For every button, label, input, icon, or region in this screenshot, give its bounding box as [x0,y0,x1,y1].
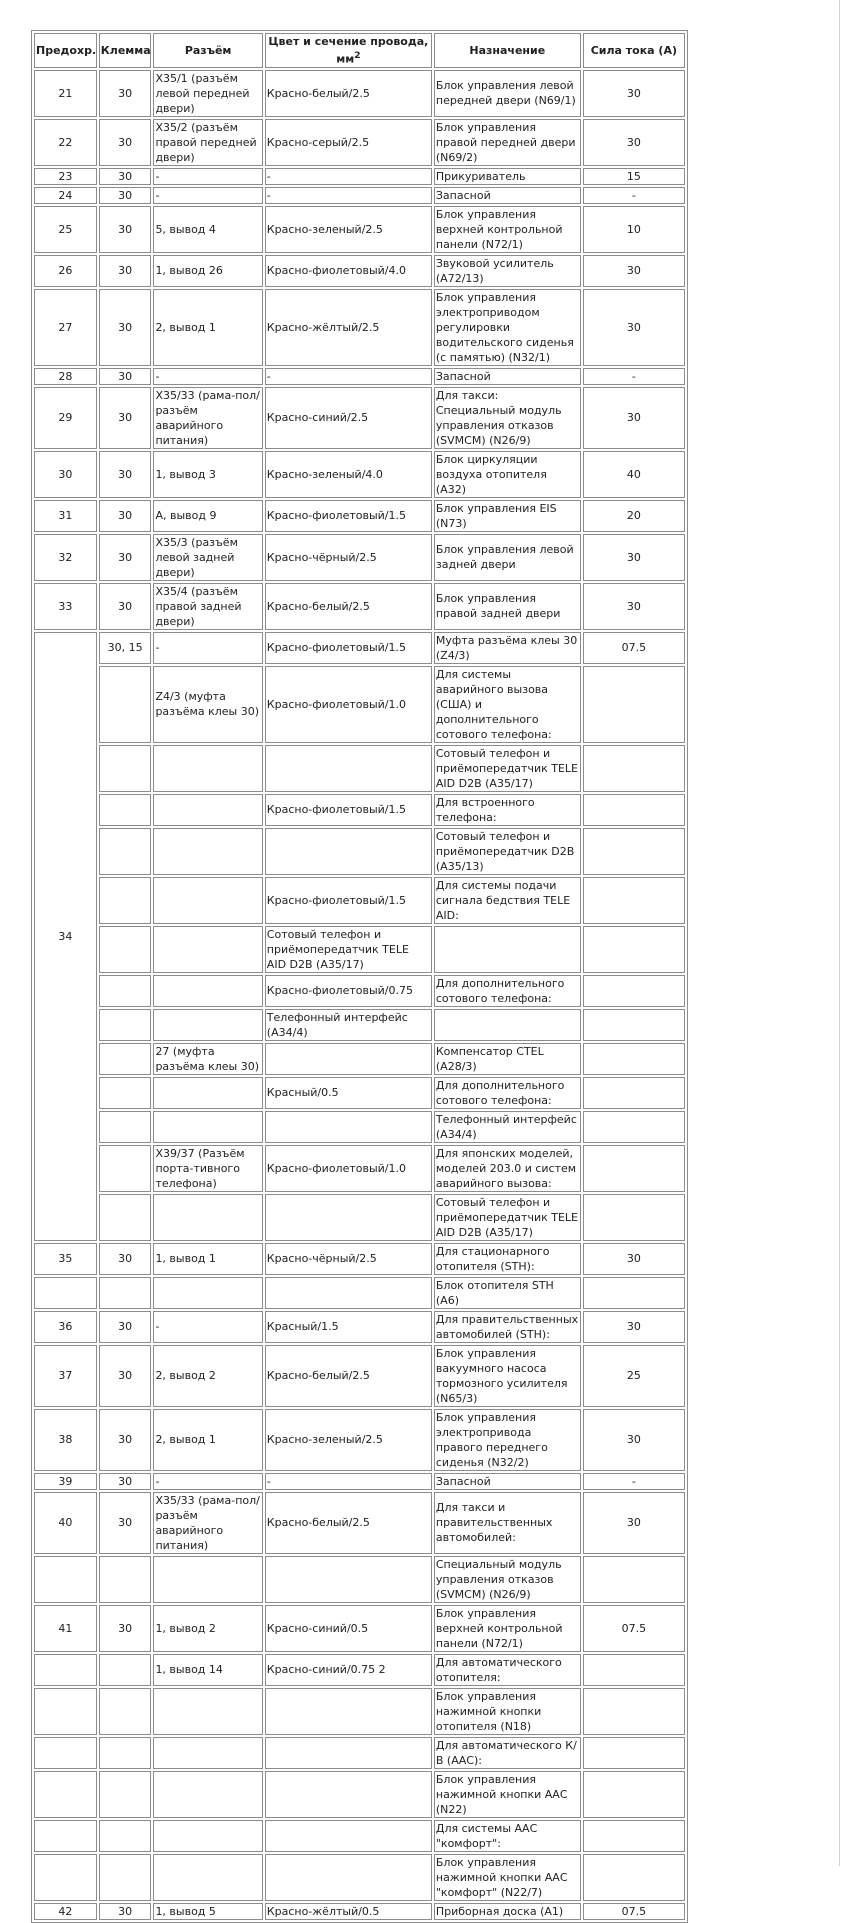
table-row [34,1820,685,1852]
table-body [34,70,685,1920]
cell-connector [153,1556,262,1603]
cell-purpose: Блок управления электроприводом регулировки водительского сиденья (с памятью) (N32/1) [434,289,581,366]
table-row [34,975,685,1007]
cell-purpose: Телефонный интерфейс (А34/4) [434,1111,581,1143]
cell-fuse: 36 [34,1311,97,1343]
cell-purpose: Для автоматического отопителя: [434,1654,581,1686]
cell-connector: 2, вывод 1 [153,289,262,366]
cell-current [583,1854,685,1901]
cell-fuse: 30 [34,451,97,498]
cell-connector: - [153,168,262,185]
cell-wire: Красно-чёрный/2.5 [265,1243,432,1275]
header-terminal: Клемма [99,33,152,68]
table-row [34,387,685,449]
cell-current [583,1043,685,1075]
cell-terminal: 30 [99,70,152,117]
cell-wire [265,1854,432,1901]
table-row [34,1605,685,1652]
cell-connector: X35/33 (рама-пол/ разъём аварийного питания) [153,1492,262,1554]
cell-connector [153,828,262,875]
cell-current: 30 [583,255,685,287]
cell-purpose: Приборная доска (А1) [434,1903,581,1920]
cell-wire [265,1277,432,1309]
cell-current [583,975,685,1007]
cell-purpose: Запасной [434,1473,581,1490]
table-row [34,70,685,117]
cell-purpose: Для встроенного телефона: [434,794,581,826]
cell-terminal [99,926,152,973]
cell-connector: X35/33 (рама-пол/ разъём аварийного питания) [153,387,262,449]
cell-current: 30 [583,289,685,366]
cell-terminal: 30 [99,500,152,532]
cell-current [583,1737,685,1769]
table-row [34,255,685,287]
cell-wire: Красно-зеленый/4.0 [265,451,432,498]
cell-fuse [34,1854,97,1901]
cell-wire [265,745,432,792]
cell-wire [265,1111,432,1143]
cell-current: 30 [583,583,685,630]
cell-wire: Красно-фиолетовый/4.0 [265,255,432,287]
cell-fuse: 40 [34,1492,97,1554]
cell-fuse: 41 [34,1605,97,1652]
cell-wire: - [265,187,432,204]
table-row [34,289,685,366]
cell-current: 30 [583,1492,685,1554]
cell-wire: Красно-фиолетовый/1.5 [265,877,432,924]
header-wire [265,33,432,68]
cell-current: - [583,187,685,204]
cell-current: 30 [583,387,685,449]
cell-wire [265,1556,432,1603]
cell-purpose: Для системы ААС "комфорт": [434,1820,581,1852]
header-fuse: Предохр. [34,33,97,68]
cell-current: 30 [583,534,685,581]
cell-current [583,1688,685,1735]
table-row [34,1043,685,1075]
cell-current: 20 [583,500,685,532]
cell-connector: - [153,1311,262,1343]
cell-terminal: 30 [99,1492,152,1554]
cell-purpose: Компенсатор CTEL (А28/3) [434,1043,581,1075]
cell-connector: 1, вывод 5 [153,1903,262,1920]
cell-connector [153,745,262,792]
cell-wire: Красно-фиолетовый/1.5 [265,794,432,826]
cell-purpose: Блок управления вакуумного насоса тормозного усилителя (N65/3) [434,1345,581,1407]
table-row [34,1311,685,1343]
cell-purpose: Блок управления левой задней двери [434,534,581,581]
cell-terminal [99,1043,152,1075]
table-row [34,794,685,826]
cell-fuse [34,1277,97,1309]
table-row [34,745,685,792]
table-row [34,451,685,498]
cell-current: 10 [583,206,685,253]
cell-wire: Красный/0.5 [265,1077,432,1109]
cell-terminal: 30 [99,255,152,287]
cell-terminal [99,975,152,1007]
cell-fuse: 28 [34,368,97,385]
cell-connector: X39/37 (Разъём порта-тивного телефона) [153,1145,262,1192]
cell-terminal [99,1556,152,1603]
table-row [34,1409,685,1471]
table-row [34,1492,685,1554]
cell-wire: Красно-белый/2.5 [265,70,432,117]
cell-fuse: 23 [34,168,97,185]
header-wire-unit-sup: 2 [354,51,361,61]
cell-wire: Красно-серый/2.5 [265,119,432,166]
cell-connector: А, вывод 9 [153,500,262,532]
cell-current: 15 [583,168,685,185]
cell-wire: Красно-зеленый/2.5 [265,206,432,253]
cell-connector: X35/2 (разъём правой передней двери) [153,119,262,166]
cell-connector: Z4/3 (муфта разъёма клеы 30) [153,666,262,743]
cell-wire: Красно-белый/2.5 [265,1345,432,1407]
table-row [34,1556,685,1603]
table-header-row [34,33,685,68]
cell-wire: Красно-чёрный/2.5 [265,534,432,581]
cell-fuse [34,1771,97,1818]
table-row [34,877,685,924]
cell-current [583,1111,685,1143]
cell-purpose: Для системы подачи сигнала бедствия TELE AID: [434,877,581,924]
cell-current [583,1654,685,1686]
cell-terminal: 30 [99,1473,152,1490]
cell-terminal: 30 [99,1409,152,1471]
cell-purpose: Для стационарного отопителя (STH): [434,1243,581,1275]
cell-current [583,1771,685,1818]
cell-terminal [99,745,152,792]
header-wire-label: Цвет и сечение провода, мм [268,35,429,66]
cell-current [583,745,685,792]
cell-current [583,794,685,826]
table-row [34,1688,685,1735]
table-row [34,632,685,664]
cell-wire: Красно-фиолетовый/1.0 [265,1145,432,1192]
cell-connector [153,794,262,826]
cell-terminal: 30 [99,289,152,366]
cell-connector [153,926,262,973]
cell-wire: Сотовый телефон и приёмопередатчик TELE AID D2B (А35/17) [265,926,432,973]
cell-fuse: 25 [34,206,97,253]
cell-purpose: Звуковой усилитель (А72/13) [434,255,581,287]
cell-connector [153,1737,262,1769]
cell-fuse: 29 [34,387,97,449]
table-row [34,1145,685,1192]
cell-wire: Красно-фиолетовый/1.5 [265,500,432,532]
cell-purpose [434,926,581,973]
cell-connector: 2, вывод 2 [153,1345,262,1407]
cell-connector: 5, вывод 4 [153,206,262,253]
cell-current: 30 [583,1409,685,1471]
cell-terminal [99,877,152,924]
cell-fuse: 33 [34,583,97,630]
cell-connector: 2, вывод 1 [153,1409,262,1471]
cell-terminal [99,666,152,743]
cell-wire [265,1043,432,1075]
cell-purpose: Блок отопителя STH (А6) [434,1277,581,1309]
cell-connector: - [153,187,262,204]
table-row [34,1077,685,1109]
cell-wire: Красно-фиолетовый/1.0 [265,666,432,743]
cell-connector: 27 (муфта разъёма клеы 30) [153,1043,262,1075]
table-row [34,1009,685,1041]
cell-terminal: 30, 15 [99,632,152,664]
cell-purpose: Для системы аварийного вызова (США) и дополнительного сотового телефона: [434,666,581,743]
table-row [34,1654,685,1686]
cell-terminal: 30 [99,451,152,498]
cell-connector: 1, вывод 14 [153,1654,262,1686]
cell-wire: Красно-фиолетовый/0.75 [265,975,432,1007]
cell-terminal: 30 [99,187,152,204]
cell-fuse [34,1556,97,1603]
cell-wire: Красный/1.5 [265,1311,432,1343]
table-row [34,368,685,385]
cell-wire: Красно-синий/0.75 2 [265,1654,432,1686]
cell-purpose: Для японских моделей, моделей 203.0 и систем аварийного вызова: [434,1145,581,1192]
cell-terminal: 30 [99,387,152,449]
cell-terminal [99,1820,152,1852]
table-row [34,1771,685,1818]
cell-current: 30 [583,1311,685,1343]
cell-wire: Красно-зеленый/2.5 [265,1409,432,1471]
header-purpose: Назначение [434,33,581,68]
cell-wire: Красно-белый/2.5 [265,583,432,630]
table-row [34,1194,685,1241]
cell-fuse: 35 [34,1243,97,1275]
cell-current: 30 [583,1243,685,1275]
cell-terminal: 30 [99,1345,152,1407]
cell-fuse: 42 [34,1903,97,1920]
cell-current: 30 [583,70,685,117]
cell-purpose: Блок управления нажимной кнопки ААС (N22) [434,1771,581,1818]
cell-wire [265,1820,432,1852]
cell-connector: - [153,632,262,664]
cell-terminal [99,1854,152,1901]
cell-fuse [34,1688,97,1735]
cell-connector: - [153,1473,262,1490]
cell-current: 40 [583,451,685,498]
cell-purpose: Муфта разъёма клеы 30 (Z4/3) [434,632,581,664]
cell-purpose: Блок управления правой передней двери (N69/2) [434,119,581,166]
table-row [34,1854,685,1901]
table-row [34,500,685,532]
cell-wire [265,1771,432,1818]
cell-purpose: Для правительственных автомобилей (STH): [434,1311,581,1343]
cell-current [583,926,685,973]
cell-connector [153,1688,262,1735]
header-connector: Разъём [153,33,262,68]
fuse-table [31,30,688,1923]
table-row [34,1903,685,1920]
table-row [34,1345,685,1407]
cell-terminal [99,1737,152,1769]
cell-purpose: Запасной [434,187,581,204]
cell-wire [265,1688,432,1735]
cell-fuse: 26 [34,255,97,287]
cell-terminal: 30 [99,368,152,385]
cell-terminal: 30 [99,1903,152,1920]
table-row [34,534,685,581]
cell-purpose: Сотовый телефон и приёмопередатчик TELE AID D2B (А35/17) [434,1194,581,1241]
cell-connector: X35/1 (разъём левой передней двери) [153,70,262,117]
cell-wire: Телефонный интерфейс (А34/4) [265,1009,432,1041]
table-row [34,926,685,973]
table-row [34,666,685,743]
cell-fuse [34,1654,97,1686]
cell-purpose: Сотовый телефон и приёмопередатчик D2B (А35/13) [434,828,581,875]
cell-wire: Красно-жёлтый/2.5 [265,289,432,366]
cell-connector [153,1854,262,1901]
cell-purpose: Блок управления EIS (N73) [434,500,581,532]
cell-purpose: Для автоматического К/В (ААС): [434,1737,581,1769]
cell-fuse: 32 [34,534,97,581]
cell-connector: 1, вывод 2 [153,1605,262,1652]
cell-connector: 1, вывод 1 [153,1243,262,1275]
cell-purpose: Блок циркуляции воздуха отопителя (А32) [434,451,581,498]
cell-current [583,828,685,875]
table-row [34,187,685,204]
cell-fuse: 34 [34,632,97,1241]
table-row [34,206,685,253]
cell-connector: X35/4 (разъём правой задней двери) [153,583,262,630]
cell-terminal: 30 [99,534,152,581]
cell-purpose: Блок управления правой задней двери [434,583,581,630]
cell-terminal [99,1688,152,1735]
cell-wire: Красно-синий/0.5 [265,1605,432,1652]
cell-wire: Красно-жёлтый/0.5 [265,1903,432,1920]
cell-current [583,1277,685,1309]
cell-current [583,1009,685,1041]
cell-connector [153,1009,262,1041]
cell-purpose: Блок управления нажимной кнопки отопителя (N18) [434,1688,581,1735]
cell-connector [153,1111,262,1143]
cell-wire: - [265,368,432,385]
cell-purpose: Блок управления электропривода правого переднего сиденья (N32/2) [434,1409,581,1471]
cell-connector [153,975,262,1007]
cell-current [583,1077,685,1109]
cell-terminal [99,1111,152,1143]
cell-terminal: 30 [99,1311,152,1343]
cell-wire [265,828,432,875]
cell-terminal [99,1277,152,1309]
cell-terminal: 30 [99,1605,152,1652]
cell-current [583,1820,685,1852]
cell-wire [265,1737,432,1769]
cell-purpose: Для дополнительного сотового телефона: [434,975,581,1007]
cell-current [583,1194,685,1241]
cell-connector: 1, вывод 3 [153,451,262,498]
cell-connector [153,1820,262,1852]
cell-wire: Красно-синий/2.5 [265,387,432,449]
cell-purpose [434,1009,581,1041]
cell-connector [153,1077,262,1109]
cell-terminal: 30 [99,168,152,185]
cell-current: 07.5 [583,1605,685,1652]
cell-purpose: Для такси: Специальный модуль управления отказов (SVMCM) (N26/9) [434,387,581,449]
cell-wire [265,1194,432,1241]
cell-purpose: Блок управления верхней контрольной панели (N72/1) [434,206,581,253]
table-row [34,1737,685,1769]
cell-terminal [99,794,152,826]
cell-fuse: 31 [34,500,97,532]
cell-current: - [583,1473,685,1490]
cell-purpose: Блок управления верхней контрольной панели (N72/1) [434,1605,581,1652]
cell-fuse: 27 [34,289,97,366]
cell-wire: - [265,168,432,185]
cell-connector: X35/3 (разъём левой задней двери) [153,534,262,581]
cell-terminal: 30 [99,1243,152,1275]
cell-purpose: Для такси и правительственных автомобилей: [434,1492,581,1554]
cell-purpose: Запасной [434,368,581,385]
cell-fuse: 22 [34,119,97,166]
cell-terminal [99,828,152,875]
table-row [34,583,685,630]
table-row [34,1277,685,1309]
cell-current: 30 [583,119,685,166]
cell-purpose: Блок управления нажимной кнопки ААС "комфорт" (N22/7) [434,1854,581,1901]
cell-connector: 1, вывод 26 [153,255,262,287]
table-row [34,1473,685,1490]
cell-current [583,666,685,743]
cell-terminal: 30 [99,206,152,253]
cell-fuse [34,1737,97,1769]
cell-fuse [34,1820,97,1852]
table-row [34,828,685,875]
cell-terminal [99,1145,152,1192]
cell-current: - [583,368,685,385]
cell-fuse: 21 [34,70,97,117]
table-row [34,1243,685,1275]
cell-fuse: 24 [34,187,97,204]
table-row [34,119,685,166]
cell-connector [153,1194,262,1241]
cell-purpose: Блок управления левой передней двери (N69/1) [434,70,581,117]
cell-wire: - [265,1473,432,1490]
cell-wire: Красно-белый/2.5 [265,1492,432,1554]
cell-terminal [99,1654,152,1686]
cell-fuse: 38 [34,1409,97,1471]
cell-current: 07.5 [583,632,685,664]
cell-current [583,1556,685,1603]
cell-wire: Красно-фиолетовый/1.5 [265,632,432,664]
cell-terminal [99,1194,152,1241]
header-current: Сила тока (А) [583,33,685,68]
cell-fuse: 39 [34,1473,97,1490]
cell-purpose: Сотовый телефон и приёмопередатчик TELE AID D2B (А35/17) [434,745,581,792]
cell-connector [153,877,262,924]
cell-purpose: Для дополнительного сотового телефона: [434,1077,581,1109]
cell-terminal: 30 [99,119,152,166]
cell-current [583,877,685,924]
cell-connector [153,1277,262,1309]
cell-terminal [99,1771,152,1818]
cell-current: 25 [583,1345,685,1407]
cell-terminal [99,1009,152,1041]
table-row [34,168,685,185]
cell-current: 07.5 [583,1903,685,1920]
cell-purpose: Прикуриватель [434,168,581,185]
table-row [34,1111,685,1143]
cell-current [583,1145,685,1192]
cell-terminal: 30 [99,583,152,630]
cell-terminal [99,1077,152,1109]
cell-connector: - [153,368,262,385]
cell-fuse: 37 [34,1345,97,1407]
cell-connector [153,1771,262,1818]
cell-purpose: Специальный модуль управления отказов (SVMCM) (N26/9) [434,1556,581,1603]
